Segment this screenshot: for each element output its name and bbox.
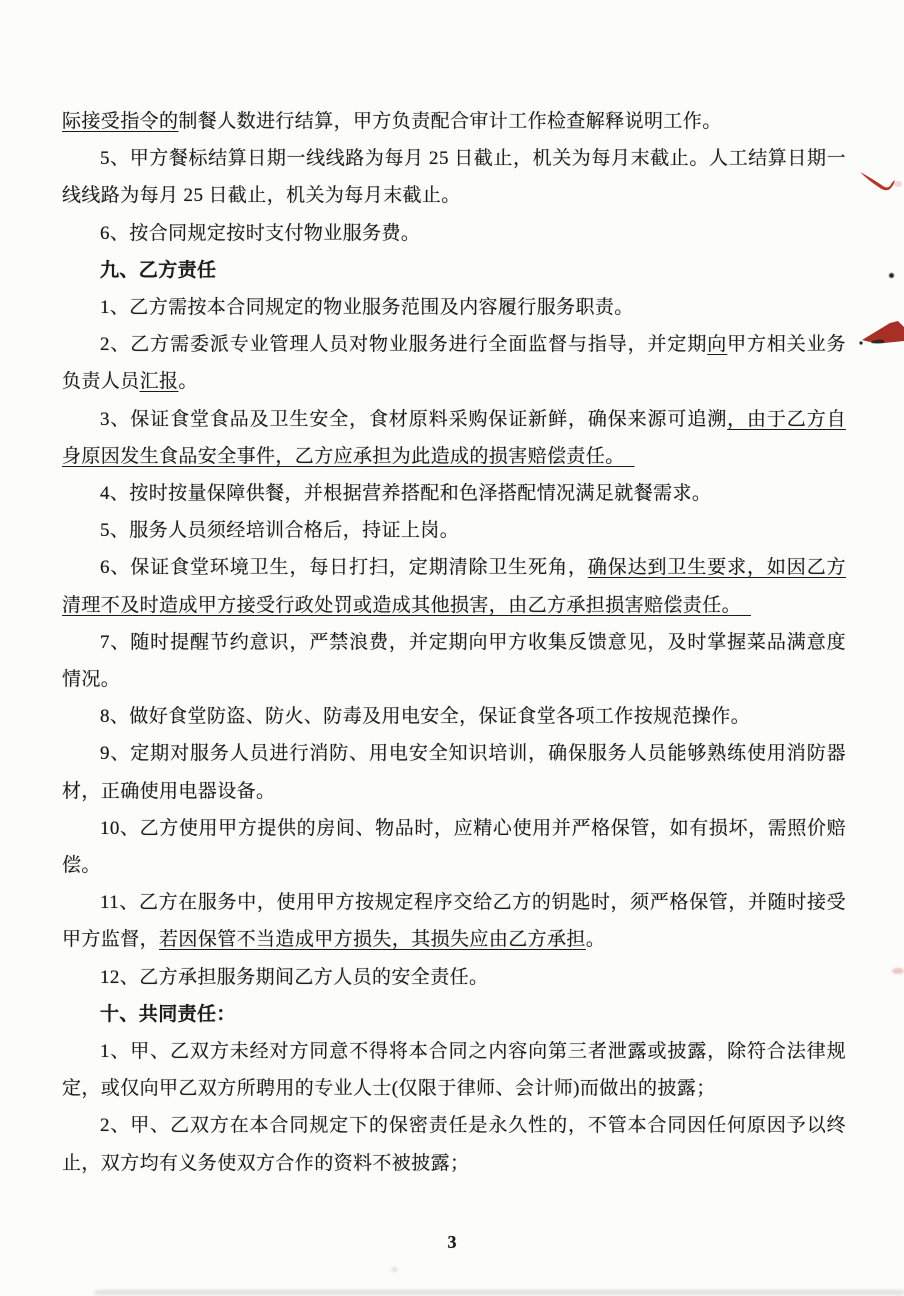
para-a5-meal-settlement-dates-text: 5、甲方餐标结算日期一线线路为每月 25 日截止，机关为每月末截止。人工结算日期一线线路为每月 25 日截止，机关为每月末截止。	[62, 148, 846, 207]
para-b6-environment-hygiene-underlined-text	[732, 595, 751, 616]
para-c2-permanent-confidentiality-text: 2、甲、乙双方在本合同规定下的保密责任是永久性的，不管本合同因任何原因予以终止，双方均有义务使双方合作的资料不被披露；	[62, 1115, 846, 1174]
para-b6-environment-hygiene-text: 6、保证食堂环境卫生，每日打扫，定期清除卫生死角，	[100, 557, 588, 579]
para-b5-staff-training-text: 5、服务人员须经培训合格后，持证上岗。	[100, 520, 460, 542]
para-b3-food-safety-underlined-text	[615, 446, 634, 467]
para-b10-property-care	[62, 810, 846, 884]
ink-dot-speck-small	[859, 341, 862, 344]
para-c2-permanent-confidentiality	[62, 1107, 846, 1181]
para-a5-meal-settlement-dates	[62, 140, 846, 214]
para-c1-confidentiality-text: 1、甲、乙双方未经对方同意不得将本合同之内容向第三者泄露或披露，除符合法律规定，或仅向甲乙双方所聘用的专业人士(仅限于律师、会计师)而做出的披露；	[62, 1041, 846, 1100]
para-settlement-continuation	[62, 103, 846, 140]
para-b8-security-safety	[62, 698, 846, 735]
para-b6-environment-hygiene	[62, 549, 846, 623]
para-b4-meal-supply-text: 4、按时按量保障供餐，并根据营养搭配和色泽搭配情况满足就餐需求。	[100, 483, 712, 505]
para-b5-staff-training	[62, 512, 846, 549]
red-pen-swoosh-mark	[860, 169, 902, 199]
red-smudge-mark	[892, 968, 904, 974]
para-b8-security-safety-text: 8、做好食堂防盗、防火、防毒及用电安全，保证食堂各项工作按规范操作。	[100, 706, 751, 728]
heading-10-joint-duties-text: 十、共同责任：	[100, 1003, 236, 1025]
para-b2-management-supervision-underlined-text: 汇报	[139, 371, 179, 393]
para-b6-environment-hygiene-underlined-text: 确保达到卫生要求，如因乙方清理不及时造成甲方接受行政处罚或造成其他损害，由乙方承担损害赔偿责任。	[62, 557, 846, 616]
para-b3-food-safety-underlined-text: ，由于乙方自身原因发生食品安全事件，乙方应承担为此造成的损害赔偿责任。	[62, 408, 846, 467]
para-b11-key-custody	[62, 884, 846, 958]
para-b9-fire-training-text: 9、定期对服务人员进行消防、用电安全知识培训，确保服务人员能够熟练使用消防器材，正确使用电器设备。	[62, 743, 846, 802]
para-b7-waste-feedback	[62, 624, 846, 698]
para-b11-key-custody-underlined-text: 若因保管不当造成甲方损失，其损失应由乙方承担	[159, 929, 586, 951]
para-b2-management-supervision	[62, 326, 846, 400]
para-b4-meal-supply	[62, 475, 846, 512]
scan-edge-shadow	[95, 1290, 904, 1295]
para-b3-food-safety	[62, 401, 846, 475]
heading-10-joint-duties	[62, 996, 846, 1033]
heading-9-party-b-duties	[62, 252, 846, 289]
ink-dot-speck	[889, 273, 894, 278]
para-b2-management-supervision-text: 。	[178, 371, 198, 393]
para-b12-staff-safety	[62, 959, 846, 996]
para-a6-property-fee	[62, 215, 846, 252]
para-b9-fire-training	[62, 735, 846, 809]
red-pen-swoosh-smudge	[894, 181, 902, 187]
document-body	[62, 103, 846, 1182]
paper-speck	[391, 1267, 398, 1272]
para-b11-key-custody-text: 。	[585, 929, 606, 951]
para-b12-staff-safety-text: 12、乙方承担服务期间乙方人员的安全责任。	[100, 966, 489, 988]
para-b1-service-scope-text: 1、乙方需按本合同规定的物业服务范围及内容履行服务职责。	[100, 297, 634, 319]
para-c1-confidentiality	[62, 1033, 846, 1107]
para-b10-property-care-text: 10、乙方使用甲方提供的房间、物品时，应精心使用并严格保管，如有损坏，需照价赔偿。	[62, 817, 846, 877]
para-b2-management-supervision-text: 2、乙方需委派专业管理人员对物业服务进行全面监督与指导，并定期	[100, 334, 708, 356]
red-pen-arrow-shape	[862, 321, 904, 343]
para-a6-property-fee-text: 6、按合同规定按时支付物业服务费。	[100, 222, 421, 244]
red-pen-arrow-mark	[854, 319, 904, 347]
para-b2-management-supervision-text: 甲方相关业务负责人员	[62, 334, 846, 393]
para-b11-key-custody-text: 11、乙方在服务中，使用甲方按规定程序交给乙方的钥匙时，须严格保管，并随时接受甲方监督，	[62, 892, 846, 951]
para-settlement-continuation-underlined-text: 际接受指令的	[62, 111, 179, 132]
para-b2-management-supervision-underlined-text: 向	[707, 334, 728, 356]
para-b7-waste-feedback-text: 7、随时提醒节约意识，严禁浪费，并定期向甲方收集反馈意见，及时掌握菜品满意度情况。	[62, 631, 846, 691]
heading-9-party-b-duties-text: 九、乙方责任	[100, 259, 217, 281]
page-number: 3	[447, 1232, 457, 1252]
para-settlement-continuation-text: 制餐人数进行结算，甲方负责配合审计工作检查解释说明工作。	[178, 111, 722, 132]
para-b1-service-scope	[62, 289, 846, 326]
para-b3-food-safety-text: 3、保证食堂食品及卫生安全，食材原料采购保证新鲜，确保来源可追溯	[100, 408, 728, 430]
red-pen-swoosh-shape	[860, 172, 895, 190]
